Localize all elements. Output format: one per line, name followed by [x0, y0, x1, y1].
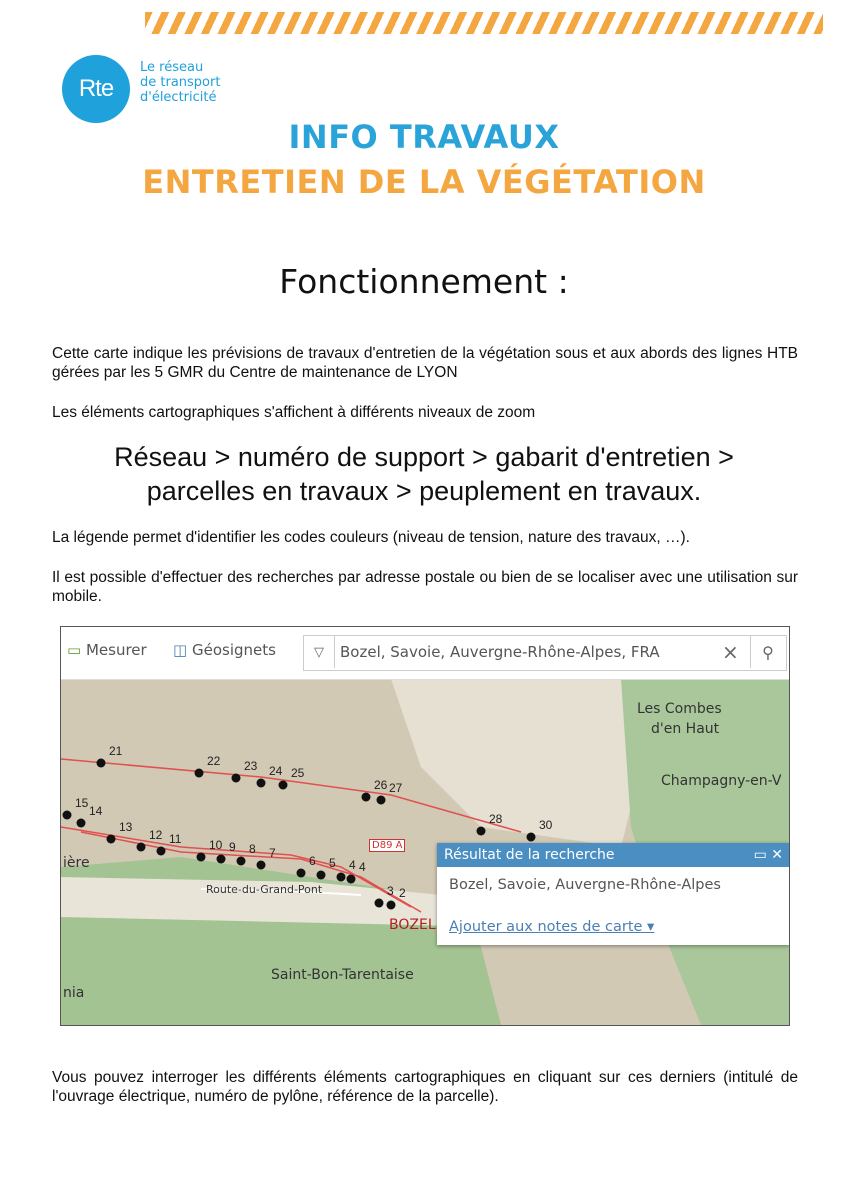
- paragraph-legend: La légende permet d'identifier les codes couleurs (niveau de tension, nature des travaux, …).: [52, 529, 690, 546]
- pylon-marker[interactable]: [375, 899, 384, 908]
- search-button[interactable]: [750, 636, 785, 668]
- place-label: ière: [63, 855, 90, 871]
- pylon-number: 13: [119, 820, 133, 834]
- place-label: Saint-Bon-Tarentaise: [271, 967, 414, 983]
- road-code: D89 A: [369, 839, 405, 852]
- pylon-number: 4: [349, 858, 356, 872]
- pylon-marker[interactable]: [337, 873, 346, 882]
- popup-link-text: Ajouter aux notes de carte: [449, 919, 643, 935]
- pylon-number: 25: [291, 766, 305, 780]
- logo-caption-line: de transport: [140, 75, 221, 90]
- pylon-marker[interactable]: [362, 793, 371, 802]
- pylon-marker[interactable]: [347, 875, 356, 884]
- chevron-down-icon: ▽: [314, 644, 324, 660]
- measure-label: Mesurer: [85, 641, 147, 659]
- popup-header: [437, 843, 789, 867]
- pylon-marker[interactable]: [317, 871, 326, 880]
- pylon-marker[interactable]: [157, 847, 166, 856]
- zoom-levels: [0, 440, 848, 508]
- paragraph-zoom: Les éléments cartographiques s'affichent à différents niveaux de zoom: [52, 404, 536, 421]
- pylon-marker[interactable]: [197, 853, 206, 862]
- zoom-levels-line: parcelles en travaux > peuplement en travaux.: [146, 476, 702, 506]
- pylon-number: 5: [329, 856, 336, 870]
- logo-text: Rte: [78, 75, 114, 102]
- pylon-number: 3: [387, 884, 394, 898]
- pylon-marker[interactable]: [217, 855, 226, 864]
- rte-logo: [62, 55, 130, 123]
- bookmarks-tool[interactable]: [173, 641, 276, 659]
- search-source-dropdown[interactable]: [304, 636, 335, 668]
- map-canvas: [61, 627, 789, 1025]
- pylon-marker[interactable]: [297, 869, 306, 878]
- add-to-notes-link[interactable]: Ajouter aux notes de carte ▾: [449, 919, 655, 935]
- map-screenshot: [60, 626, 790, 1026]
- pylon-marker[interactable]: [257, 779, 266, 788]
- popup-result: Bozel, Savoie, Auvergne-Rhône-Alpes: [449, 877, 721, 893]
- maximize-icon[interactable]: ▭: [753, 847, 767, 863]
- pylon-marker[interactable]: [107, 835, 116, 844]
- measure-tool[interactable]: [67, 641, 147, 659]
- pylon-number: 9: [229, 840, 236, 854]
- pylon-marker[interactable]: [77, 819, 86, 828]
- pylon-marker[interactable]: [279, 781, 288, 790]
- pylon-number: 7: [269, 846, 276, 860]
- pylon-marker[interactable]: [257, 861, 266, 870]
- search-input[interactable]: [340, 636, 720, 668]
- pylon-number: 27: [389, 781, 403, 795]
- pylon-marker[interactable]: [387, 901, 396, 910]
- town-label: BOZEL: [389, 917, 436, 933]
- search-icon: ⚲: [762, 642, 774, 662]
- pylon-number: 4: [359, 860, 366, 874]
- header-stripes: [145, 12, 823, 34]
- logo-caption-line: d'électricité: [140, 90, 217, 105]
- pylon-number: 30: [539, 818, 553, 832]
- pylon-marker[interactable]: [63, 811, 72, 820]
- pylon-number: 23: [244, 759, 258, 773]
- pylon-number: 8: [249, 842, 256, 856]
- pylon-number: 12: [149, 828, 163, 842]
- pylon-marker[interactable]: [377, 796, 386, 805]
- paragraph-intro: Cette carte indique les prévisions de travaux d'entretien de la végétation sous et aux abords des lignes HTB gérées par les 5 GMR du Centre de maintenance de LYON: [52, 345, 798, 381]
- road-label: Route-du-Grand-Pont: [206, 883, 323, 896]
- pylon-number: 14: [89, 804, 103, 818]
- pylon-marker[interactable]: [527, 833, 536, 842]
- pylon-marker[interactable]: [232, 774, 241, 783]
- logo-caption-line: Le réseau: [140, 60, 204, 75]
- popup-title: Résultat de la recherche: [444, 847, 615, 863]
- pylon-number: 24: [269, 764, 283, 778]
- pylon-number: 22: [207, 754, 221, 768]
- map-toolbar: [61, 627, 789, 680]
- pylon-number: 15: [75, 796, 89, 810]
- bookmark-icon: ◫: [173, 641, 188, 659]
- close-icon[interactable]: ✕: [771, 847, 783, 863]
- pylon-marker[interactable]: [477, 827, 486, 836]
- place-label: nia: [63, 985, 85, 1001]
- place-label: Les Combes: [637, 701, 722, 717]
- pylon-marker[interactable]: [237, 857, 246, 866]
- pylon-marker[interactable]: [137, 843, 146, 852]
- zoom-levels-line: Réseau > numéro de support > gabarit d'entretien >: [114, 442, 734, 472]
- search-result-popup: [437, 843, 789, 945]
- pylon-number: 28: [489, 812, 503, 826]
- bookmarks-label: Géosignets: [191, 641, 276, 659]
- pylon-number: 26: [374, 778, 388, 792]
- pylon-number: 2: [399, 886, 406, 900]
- place-label: Champagny-en-V: [661, 773, 782, 789]
- paragraph-query: Vous pouvez interroger les différents éléments cartographiques en cliquant sur ces derniers (intitulé de l'ouvrage électrique, numéro de pylône, référence de la parcelle).: [52, 1069, 798, 1105]
- place-label: d'en Haut: [651, 721, 720, 737]
- pylon-marker[interactable]: [195, 769, 204, 778]
- ruler-icon: ▭: [67, 641, 82, 659]
- logo-caption: [140, 60, 220, 105]
- title-entretien: ENTRETIEN DE LA VÉGÉTATION: [142, 163, 706, 201]
- search-box: [303, 635, 787, 671]
- clear-icon[interactable]: ×: [722, 640, 739, 664]
- pylon-number: 10: [209, 838, 223, 852]
- paragraph-search: Il est possible d'effectuer des recherches par adresse postale ou bien de se localiser avec une utilisation sur mobile.: [52, 569, 798, 605]
- pylon-number: 21: [109, 744, 123, 758]
- pylon-number: 6: [309, 854, 316, 868]
- pylon-number: 11: [169, 832, 182, 846]
- page-heading: Fonctionnement :: [279, 262, 569, 301]
- title-info-travaux: INFO TRAVAUX: [288, 118, 560, 156]
- pylon-marker[interactable]: [97, 759, 106, 768]
